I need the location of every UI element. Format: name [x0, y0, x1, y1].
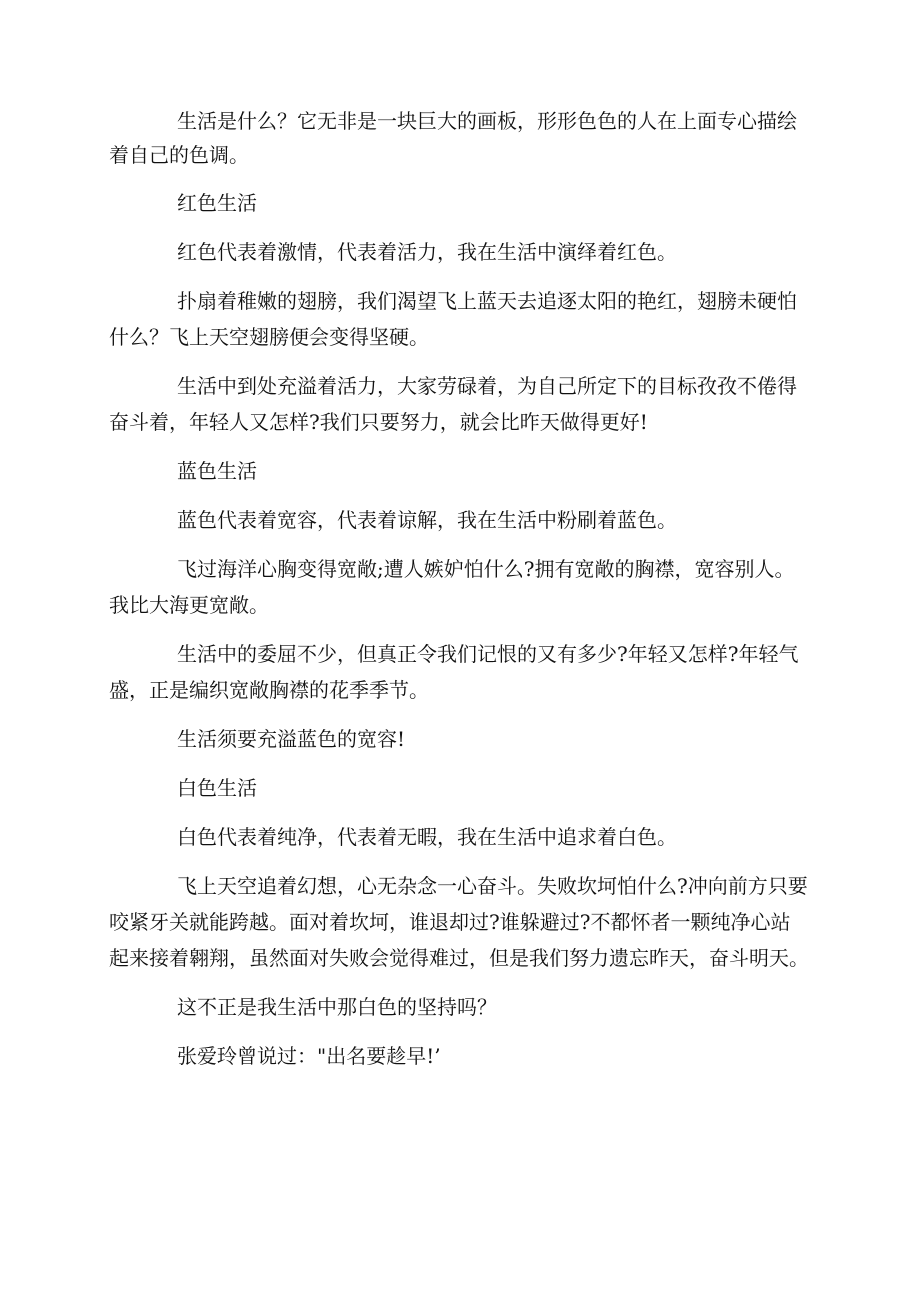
heading-red-life: 红色生活	[177, 191, 257, 215]
paragraph-red-meaning: 红色代表着激情，代表着活力，我在生活中演绎着红色。	[177, 240, 677, 264]
paragraph-blue-tolerance: 生活须要充溢蓝色的宽容!	[177, 727, 406, 751]
paragraph-blue-grievance: 生活中的委屈不少，但真正令我们记恨的又有多少?年轻又怎样?年轻气盛，正是编织宽敞胸襟的花季季节。	[109, 642, 799, 702]
paragraph-red-vitality: 生活中到处充溢着活力，大家劳碌着，为自己所定下的目标孜孜不倦得奋斗着，年轻人又怎样?我们只要努力，就会比昨天做得更好!	[109, 374, 797, 434]
paragraph-intro: 生活是什么？它无非是一块巨大的画板，形形色色的人在上面专心描绘着自己的色调。	[109, 109, 797, 167]
paragraph-blue-meaning: 蓝色代表着宽容，代表着谅解，我在生活中粉刷着蓝色。	[177, 508, 677, 532]
paragraph-red-wings: 扑扇着稚嫩的翅膀，我们渴望飞上蓝天去追逐太阳的艳红，翅膀未硬怕什么？飞上天空翅膀便会变得坚硬。	[109, 289, 797, 349]
paragraph-blue-ocean: 飞过海洋心胸变得宽敞;遭人嫉妒怕什么?拥有宽敞的胸襟，宽容别人。我比大海更宽敞。	[109, 557, 795, 617]
heading-blue-life: 蓝色生活	[177, 459, 257, 483]
paragraph-quote: 张爱玲曾说过："出名要趁早!’	[177, 1044, 441, 1068]
document-body	[109, 104, 809, 1087]
heading-white-life: 白色生活	[177, 776, 257, 800]
paragraph-white-dream: 飞上天空追着幻想，心无杂念一心奋斗。失败坎坷怕什么?冲向前方只要咬紧牙关就能跨越。面对着坎坷，谁退却过?谁躲避过?不都怀者一颗纯净心站起来接着翱翔，虽然面对失败会觉得难过，但是我们努力遗忘昨天，奋斗明天。	[109, 874, 809, 970]
paragraph-white-persistence: 这不正是我生活中那白色的坚持吗？	[177, 995, 497, 1019]
paragraph-white-meaning: 白色代表着纯净，代表着无暇，我在生活中追求着白色。	[177, 825, 677, 849]
